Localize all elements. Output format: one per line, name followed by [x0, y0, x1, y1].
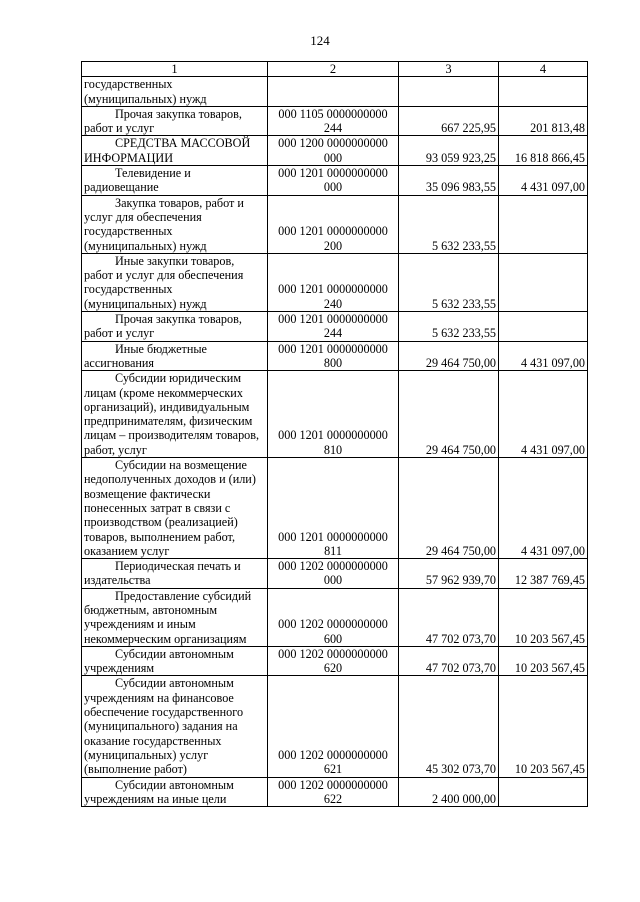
row-code: 000 1201 0000000000 000	[268, 166, 399, 196]
row-name-cell	[82, 136, 268, 166]
row-name-cell	[82, 588, 268, 646]
row-amount-1: 29 464 750,00	[399, 341, 499, 371]
row-code: 000 1202 0000000000 621	[268, 676, 399, 777]
table-row	[82, 136, 588, 166]
row-amount-1: 45 302 073,70	[399, 676, 499, 777]
row-name: Периодическая печать и издательства	[84, 559, 241, 588]
row-name-cell	[82, 166, 268, 196]
table-row	[82, 646, 588, 676]
column-header: 3	[399, 62, 499, 77]
row-name-cell	[82, 646, 268, 676]
row-name-cell	[82, 312, 268, 342]
row-name: Субсидии юридическим лицам (кроме некоммерческих организаций), индивидуальным предпринимателям, физическим лицам – производителям товаров, работ, услуг	[84, 371, 260, 457]
row-amount-1: 35 096 983,55	[399, 166, 499, 196]
row-amount-2: 4 431 097,00	[499, 458, 588, 559]
row-amount-2: 201 813,48	[499, 106, 588, 136]
row-amount-2: 4 431 097,00	[499, 371, 588, 458]
row-amount-2: 16 818 866,45	[499, 136, 588, 166]
row-code: 000 1202 0000000000 620	[268, 646, 399, 676]
row-name-cell	[82, 253, 268, 311]
row-amount-1	[399, 77, 499, 107]
row-amount-1: 47 702 073,70	[399, 588, 499, 646]
row-amount-2	[499, 253, 588, 311]
row-amount-2: 10 203 567,45	[499, 646, 588, 676]
row-name: Субсидии автономным учреждениям на финансовое обеспечение государственного (муниципального) задания на оказание государственных (муниципальных) услуг (выполнение работ)	[84, 676, 244, 777]
row-amount-1: 5 632 233,55	[399, 195, 499, 253]
row-amount-2: 4 431 097,00	[499, 166, 588, 196]
row-amount-2: 4 431 097,00	[499, 341, 588, 371]
row-amount-1: 47 702 073,70	[399, 646, 499, 676]
row-code	[268, 77, 399, 107]
row-amount-1: 667 225,95	[399, 106, 499, 136]
row-name-cell	[82, 371, 268, 458]
row-name-cell	[82, 195, 268, 253]
table-row	[82, 777, 588, 807]
row-code: 000 1202 0000000000 622	[268, 777, 399, 807]
row-name: Прочая закупка товаров, работ и услуг	[84, 106, 242, 136]
table-row	[82, 253, 588, 311]
row-amount-1: 57 962 939,70	[399, 559, 499, 589]
row-code: 000 1202 0000000000 600	[268, 588, 399, 646]
row-name-cell	[82, 341, 268, 371]
row-amount-1: 2 400 000,00	[399, 777, 499, 807]
row-code: 000 1200 0000000000 000	[268, 136, 399, 166]
row-name-cell	[82, 777, 268, 807]
column-header: 4	[499, 62, 588, 77]
row-amount-2	[499, 312, 588, 342]
table-row	[82, 77, 588, 107]
table-header-row	[82, 62, 588, 77]
budget-table	[81, 61, 588, 807]
row-name: Субсидии автономным учреждениям на иные цели	[84, 777, 234, 806]
row-name: Телевидение и радиовещание	[84, 166, 191, 195]
row-name: Иные бюджетные ассигнования	[84, 341, 207, 370]
row-code: 000 1202 0000000000 000	[268, 559, 399, 589]
row-name: Субсидии на возмещение недополученных доходов и (или) возмещение фактически понесенных затрат в связи с производством (реализацией) товаров, выполнением работ, оказанием услуг	[84, 458, 256, 558]
row-amount-1: 93 059 923,25	[399, 136, 499, 166]
row-name: Субсидии автономным учреждениям	[84, 646, 234, 676]
table-row	[82, 458, 588, 559]
row-name-cell	[82, 77, 268, 107]
row-name: Иные закупки товаров, работ и услуг для обеспечения государственных (муниципальных) нужд	[84, 253, 244, 311]
row-amount-2	[499, 77, 588, 107]
table-row	[82, 341, 588, 371]
row-code: 000 1105 0000000000 244	[268, 106, 399, 136]
row-code: 000 1201 0000000000 200	[268, 195, 399, 253]
row-name-cell	[82, 676, 268, 777]
row-amount-2	[499, 195, 588, 253]
row-amount-1: 29 464 750,00	[399, 371, 499, 458]
row-amount-1: 5 632 233,55	[399, 253, 499, 311]
table-row	[82, 559, 588, 589]
column-header: 1	[82, 62, 268, 77]
table-row	[82, 195, 588, 253]
row-amount-1: 29 464 750,00	[399, 458, 499, 559]
row-code: 000 1201 0000000000 810	[268, 371, 399, 458]
row-amount-2	[499, 777, 588, 807]
row-code: 000 1201 0000000000 240	[268, 253, 399, 311]
row-name: Прочая закупка товаров, работ и услуг	[84, 312, 242, 341]
row-amount-2: 10 203 567,45	[499, 676, 588, 777]
row-name: государственных (муниципальных) нужд	[84, 77, 207, 106]
page-number: 124	[310, 33, 330, 48]
row-amount-2: 10 203 567,45	[499, 588, 588, 646]
table-row	[82, 588, 588, 646]
row-code: 000 1201 0000000000 244	[268, 312, 399, 342]
table-row	[82, 166, 588, 196]
row-name: СРЕДСТВА МАССОВОЙ ИНФОРМАЦИИ	[84, 136, 251, 165]
row-code: 000 1201 0000000000 811	[268, 458, 399, 559]
row-name-cell	[82, 106, 268, 136]
row-name-cell	[82, 559, 268, 589]
table-row	[82, 371, 588, 458]
table-row	[82, 106, 588, 136]
row-amount-2: 12 387 769,45	[499, 559, 588, 589]
row-name-cell	[82, 458, 268, 559]
row-amount-1: 5 632 233,55	[399, 312, 499, 342]
table-row	[82, 676, 588, 777]
table-row	[82, 312, 588, 342]
row-name: Предоставление субсидий бюджетным, автономным учреждениям и иным некоммерческим организациям	[84, 588, 252, 646]
column-header: 2	[268, 62, 399, 77]
row-name: Закупка товаров, работ и услуг для обеспечения государственных (муниципальных) нужд	[84, 195, 244, 253]
row-code: 000 1201 0000000000 800	[268, 341, 399, 371]
